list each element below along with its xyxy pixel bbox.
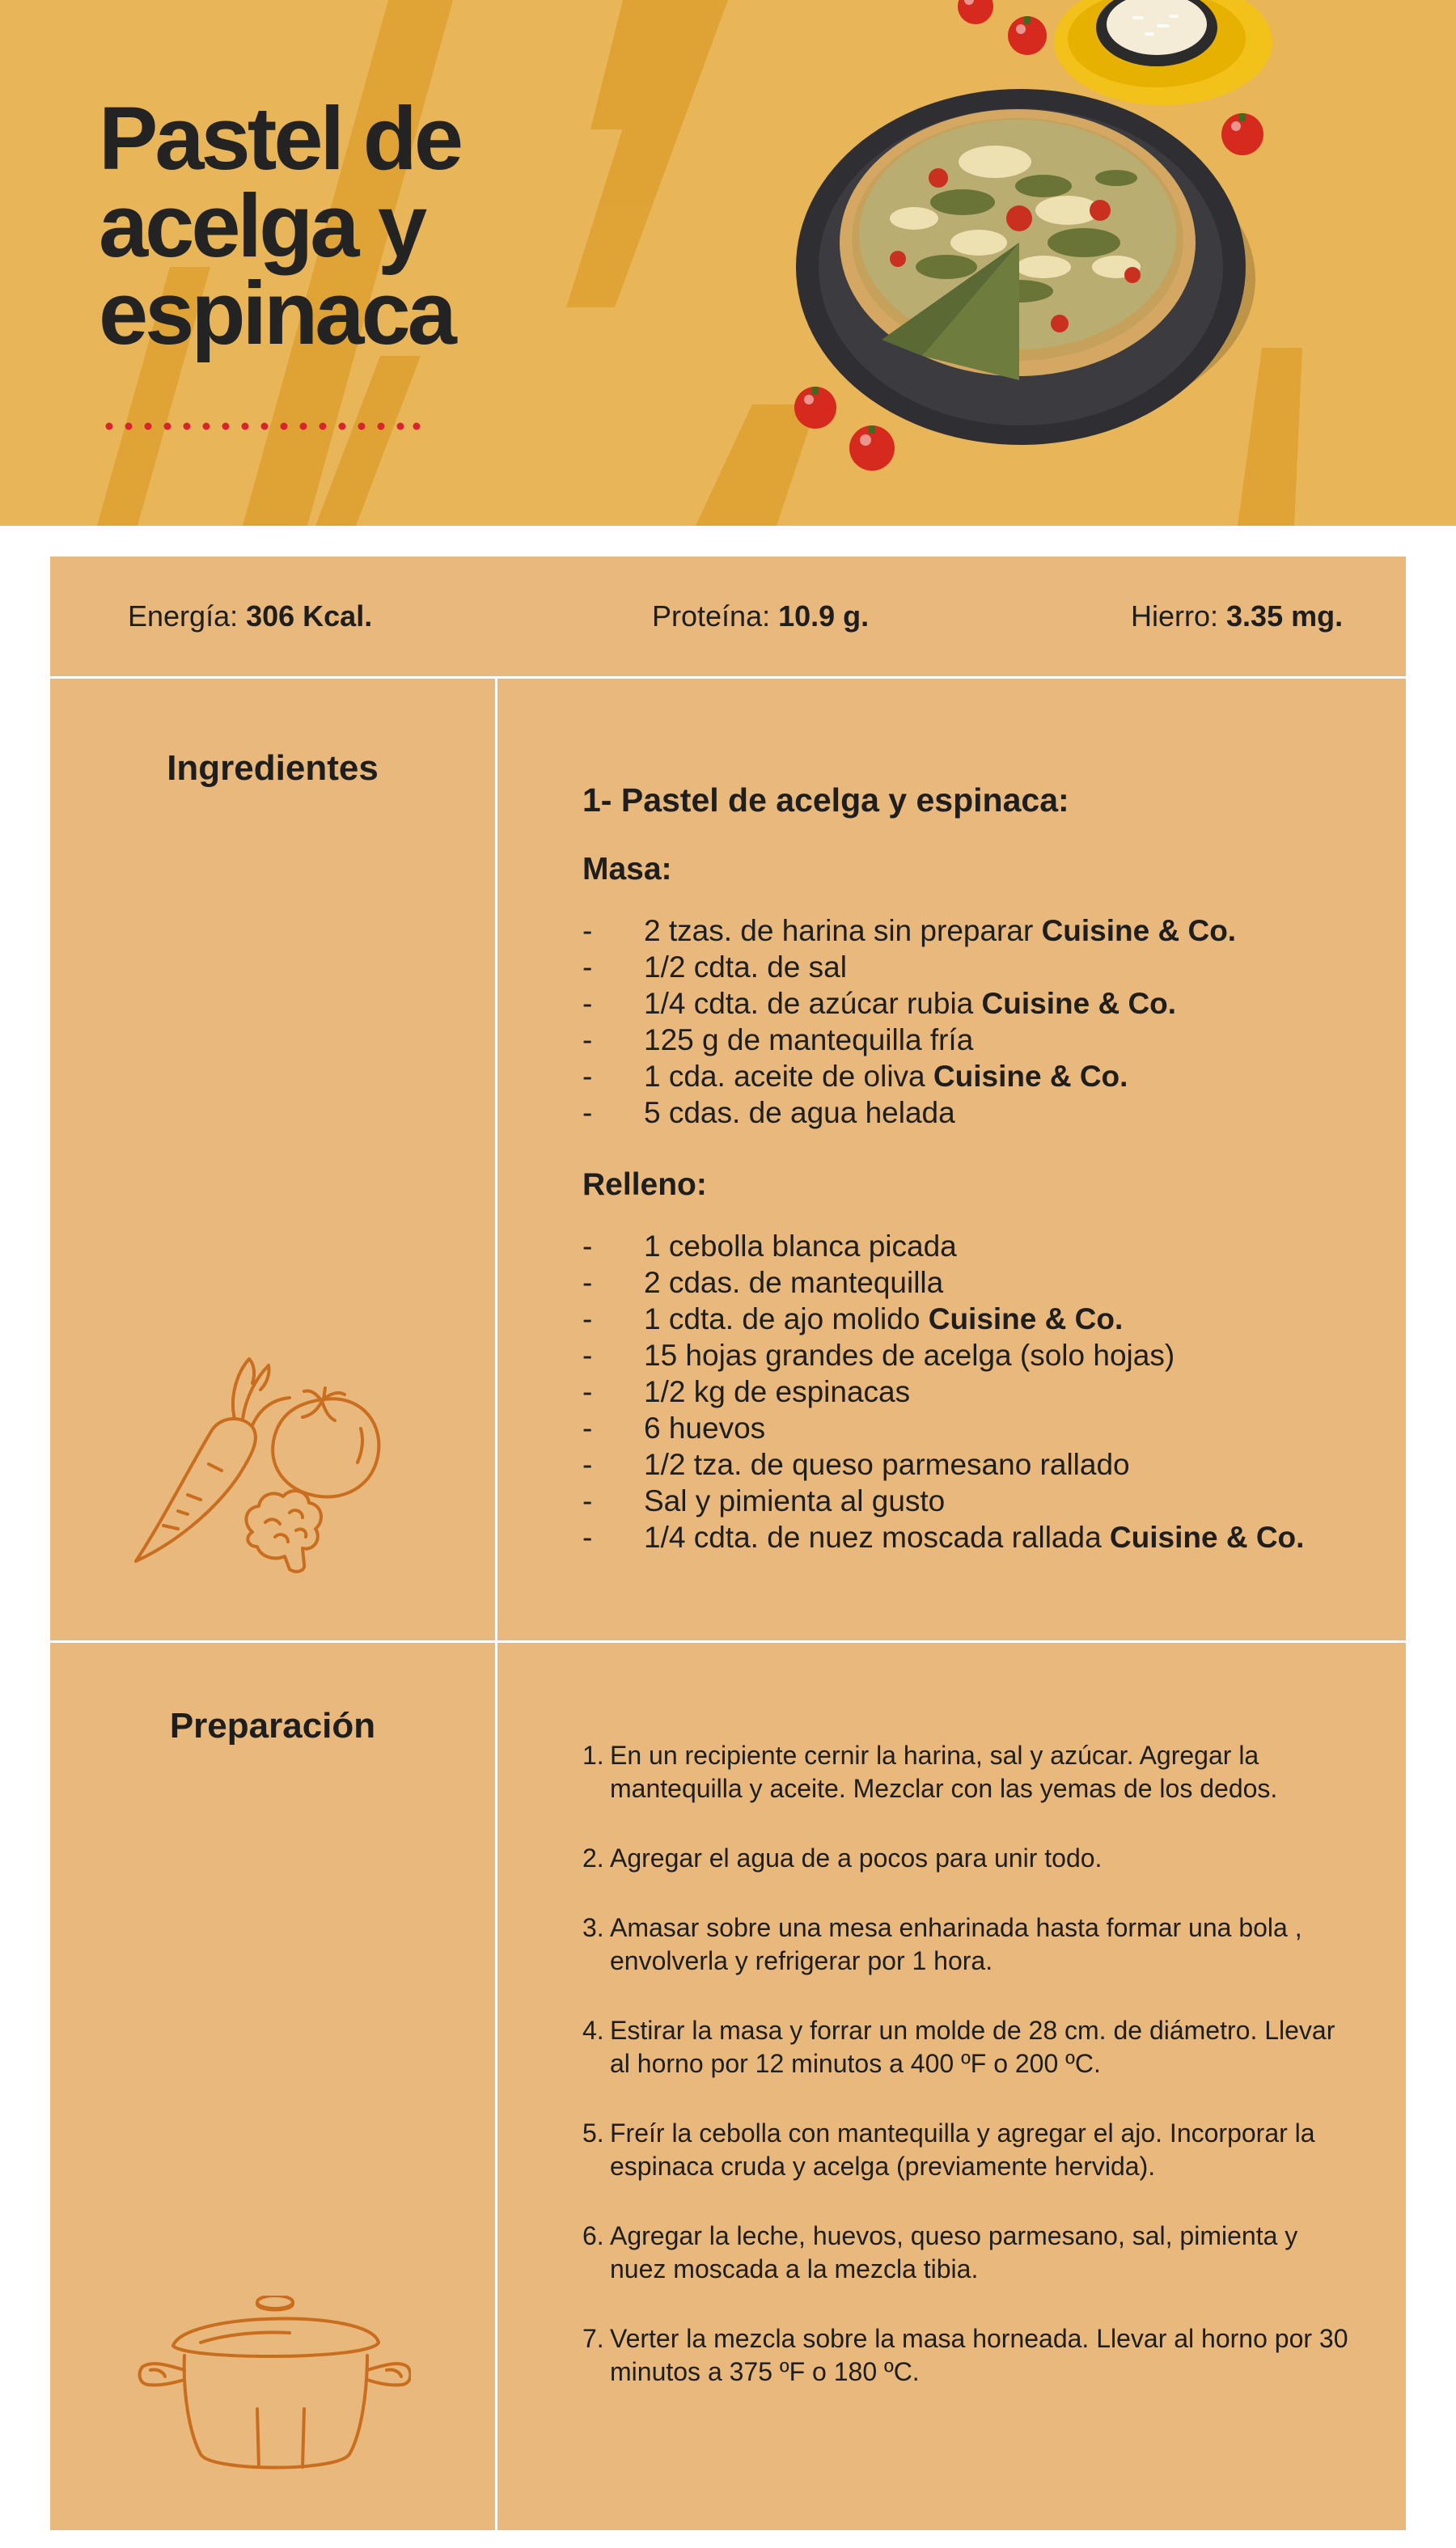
step-text: En un recipiente cernir la harina, sal y azúcar. Agregar la mantequilla y aceite. Mezclar con las yemas de los dedos. [610,1741,1278,1803]
relleno-ingredients-list [582,1228,1304,1555]
nutrition-energy-label: Energía: [128,599,247,633]
list-item [582,1373,1304,1410]
step-number: 1. [582,1741,604,1770]
list-dash: - [582,950,593,984]
list-dash: - [582,1096,593,1129]
step-number: 4. [582,2016,604,2045]
list-dash: - [582,1448,593,1481]
list-item [582,912,1236,949]
nutrition-protein-value: 10.9 g. [778,599,870,633]
list-item [582,1022,1236,1058]
nutrition-protein [652,599,869,634]
ingredient-text: 15 hojas grandes de acelga (solo hojas) [644,1339,1175,1372]
list-dash: - [582,1230,593,1263]
ingredient-text: 5 cdas. de agua helada [644,1096,955,1129]
step-item [582,1842,1359,1875]
ingredient-text: Sal y pimienta al gusto [644,1484,946,1517]
list-dash: - [582,987,593,1020]
ingredient-brand: Cuisine & Co. [1041,914,1237,947]
list-dash: - [582,1412,593,1445]
ingredient-text: 1 cebolla blanca picada [644,1230,957,1263]
vegetables-doodle-icon [131,1341,390,1576]
ingredient-text: 1 cdta. de ajo molido [644,1302,929,1335]
list-dash: - [582,1266,593,1299]
step-item [582,2014,1359,2080]
list-dash: - [582,1023,593,1056]
column-divider [495,676,497,2530]
masa-heading: Masa: [582,852,672,887]
list-item [582,1519,1304,1555]
quiche-plate-image [777,0,1343,502]
list-item [582,1228,1304,1264]
ingredient-text: 1 cda. aceite de oliva [644,1060,933,1093]
nutrition-iron-label: Hierro: [1131,599,1227,633]
step-item [582,2322,1359,2389]
step-text: Freír la cebolla con mantequilla y agregar el ajo. Incorporar la espinaca cruda y acelga (previamente hervida). [610,2118,1315,2181]
title-line-2: acelga y [99,176,425,276]
step-number: 3. [582,1913,604,1942]
cooking-pot-doodle-icon [136,2296,411,2478]
list-dash: - [582,1302,593,1335]
nutrition-iron-value: 3.35 mg. [1226,599,1344,633]
ingredients-recipe-title: 1- Pastel de acelga y espinaca: [582,781,1069,819]
ingredient-text: 6 huevos [644,1412,766,1445]
step-number: 5. [582,2118,604,2148]
step-item [582,1739,1359,1805]
step-item [582,2117,1359,2183]
ingredient-text: 1/2 tza. de queso parmesano rallado [644,1448,1130,1481]
list-item [582,985,1236,1022]
masa-ingredients-list [582,912,1236,1131]
ingredient-text: 2 cdas. de mantequilla [644,1266,944,1299]
nutrition-iron [1131,599,1343,634]
step-item [582,1911,1359,1978]
step-number: 6. [582,2221,604,2250]
list-item [582,1337,1304,1373]
nutrition-energy [128,599,372,634]
step-text: Agregar el agua de a pocos para unir todo. [610,1843,1103,1873]
step-text: Agregar la leche, huevos, queso parmesano, sal, pimienta y nuez moscada a la mezcla tibia. [610,2221,1298,2283]
list-dash: - [582,1375,593,1408]
preparation-steps [582,1739,1359,2425]
list-item [582,1094,1236,1131]
nutrition-protein-label: Proteína: [652,599,779,633]
recipe-title [99,89,461,363]
ingredient-brand: Cuisine & Co. [933,1060,1128,1093]
title-line-3: espinaca [99,264,454,363]
list-item [582,949,1236,985]
step-text: Estirar la masa y forrar un molde de 28 cm. de diámetro. Llevar al horno por 12 minutos a 400 ºF o 200 ºC. [610,2016,1335,2078]
ingredients-heading: Ingredientes [167,748,379,788]
step-text: Amasar sobre una mesa enharinada hasta formar una bola , envolverla y refrigerar por 1 hora. [610,1913,1302,1975]
ingredient-text: 125 g de mantequilla fría [644,1023,974,1056]
relleno-heading: Relleno: [582,1167,707,1202]
list-item [582,1483,1304,1519]
nutrition-energy-value: 306 Kcal. [246,599,373,633]
list-dash: - [582,1484,593,1517]
step-item [582,2220,1359,2286]
hero-banner [0,0,1456,526]
ingredient-brand: Cuisine & Co. [981,987,1177,1020]
step-text: Verter la mezcla sobre la masa horneada. Llevar al horno por 30 minutos a 375 ºF o 180 ºC. [610,2324,1348,2386]
preparation-heading: Preparación [169,1706,376,1746]
ingredient-brand: Cuisine & Co. [1109,1521,1305,1554]
recipe-card [50,557,1406,2530]
list-dash: - [582,914,593,947]
step-number: 7. [582,2324,604,2353]
list-dash: - [582,1521,593,1554]
list-dash: - [582,1339,593,1372]
step-number: 2. [582,1843,604,1873]
list-item [582,1446,1304,1483]
dotted-divider [105,421,421,432]
title-line-1: Pastel de [99,89,461,188]
ingredient-text: 2 tzas. de harina sin preparar [644,914,1042,947]
list-item [582,1410,1304,1446]
list-item [582,1264,1304,1301]
section-divider [50,1640,1406,1643]
ingredient-text: 1/2 kg de espinacas [644,1375,911,1408]
ingredient-text: 1/2 cdta. de sal [644,950,847,984]
nutrition-bar [50,557,1406,679]
ingredient-text: 1/4 cdta. de nuez moscada rallada [644,1521,1110,1554]
list-item [582,1301,1304,1337]
list-item [582,1058,1236,1094]
ingredient-text: 1/4 cdta. de azúcar rubia [644,987,982,1020]
list-dash: - [582,1060,593,1093]
ingredient-brand: Cuisine & Co. [928,1302,1124,1335]
